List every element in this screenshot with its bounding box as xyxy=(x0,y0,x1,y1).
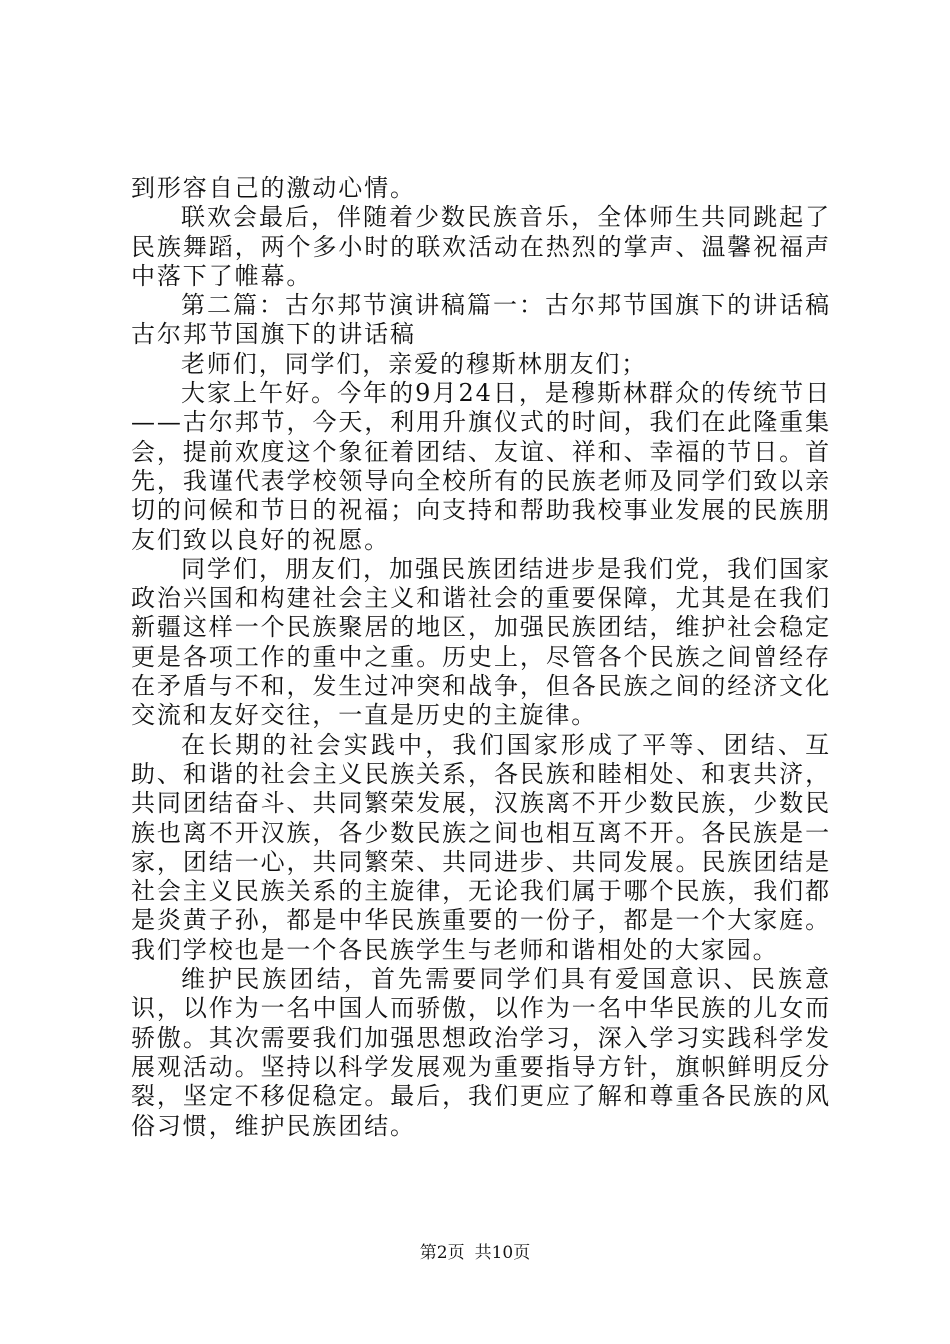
paragraph-1: 到形容自己的激动心情。 xyxy=(131,174,416,202)
paragraph-6: 同学们，朋友们，加强民族团结进步是我们党，我们国家政治兴国和构建社会主义和谐社会的重要保障，尤其是在我们新疆这样一个民族聚居的地区，加强民族团结，维护社会稳定更是各项工作的重中之重。历史上，尽管各个民族之间曾经存在矛盾与不和，发生过冲突和战争，但各民族之间的经济文化交流和友好交往，一直是历史的主旋律。 xyxy=(131,554,831,730)
paragraph-3-heading: 第二篇：古尔邦节演讲稿篇一：古尔邦节国旗下的讲话稿古尔邦节国旗下的讲话稿 xyxy=(131,291,831,349)
page-total: 共10页 xyxy=(474,1243,531,1263)
paragraph-8: 维护民族团结，首先需要同学们具有爱国意识、民族意识，以作为一名中国人而骄傲，以作为一名中华民族的儿女而骄傲。其次需要我们加强思想政治学习，深入学习实践科学发展观活动。坚持以科学发展观为重要指导方针，旗帜鲜明反分裂，坚定不移促稳定。最后，我们更应了解和尊重各民族的风俗习惯，维护民族团结。 xyxy=(131,965,831,1140)
page-number: 第2页 xyxy=(419,1243,465,1263)
paragraph-4-salutation: 老师们，同学们，亲爱的穆斯林朋友们； xyxy=(181,349,648,378)
paragraph-2: 联欢会最后，伴随着少数民族音乐，全体师生共同跳起了民族舞蹈，两个多小时的联欢活动在热烈的掌声、温馨祝福声中落下了帷幕。 xyxy=(131,203,831,290)
paragraph-5: 大家上午好。今年的9月24日，是穆斯林群众的传统节日——古尔邦节，今天，利用升旗仪式的时间，我们在此隆重集会，提前欢度这个象征着团结、友谊、祥和、幸福的节日。首先，我谨代表学校领导向全校所有的民族老师及同学们致以亲切的问候和节日的祝福；向支持和帮助我校事业发展的民族朋友们致以良好的祝愿。 xyxy=(131,379,831,554)
paragraph-7: 在长期的社会实践中，我们国家形成了平等、团结、互助、和谐的社会主义民族关系，各民族和睦相处、和衷共济，共同团结奋斗、共同繁荣发展，汉族离不开少数民族，少数民族也离不开汉族，各少数民族之间也相互离不开。各民族是一家，团结一心，共同繁荣、共同进步、共同发展。民族团结是社会主义民族关系的主旋律，无论我们属于哪个民族，我们都是炎黄子孙，都是中华民族重要的一份子，都是一个大家庭。我们学校也是一个各民族学生与老师和谐相处的大家园。 xyxy=(131,730,831,964)
page-footer xyxy=(0,1242,950,1264)
document-body xyxy=(131,174,831,1141)
